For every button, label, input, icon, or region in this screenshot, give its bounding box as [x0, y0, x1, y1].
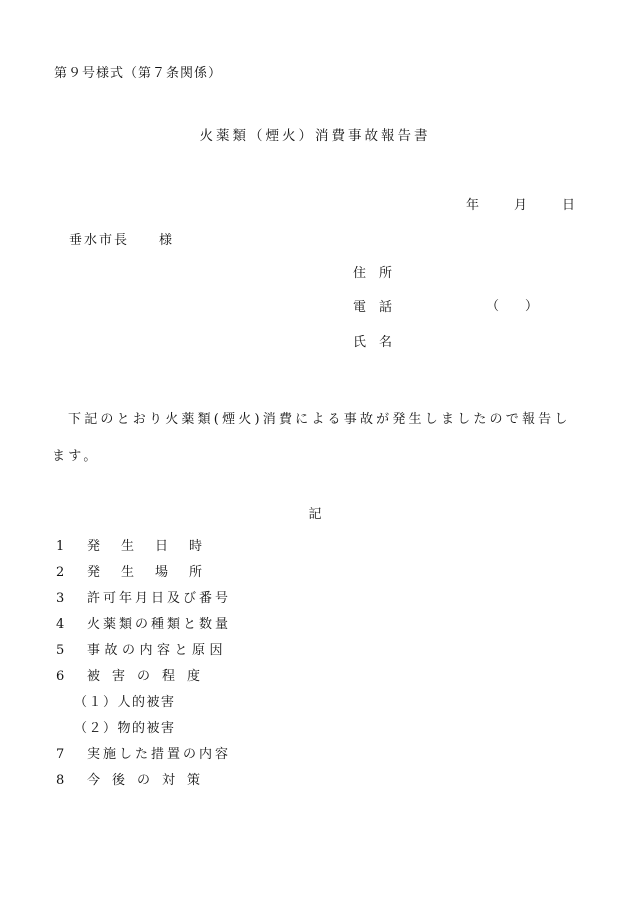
- list-item: [56, 618, 231, 631]
- list-item: [56, 566, 223, 579]
- sub-item: （２）物的被害: [74, 721, 176, 736]
- item-number: 4: [56, 617, 65, 632]
- name-label: 氏名: [353, 335, 406, 350]
- item-number: 1: [56, 539, 65, 554]
- phone-label: 電話: [353, 300, 406, 315]
- phone-parens: （ ）: [486, 299, 539, 314]
- body-text: 下記のとおり火薬類(煙火)消費による事故が発生しましたので報告します。: [52, 412, 571, 464]
- item-number: 6: [56, 669, 65, 684]
- item-number: 7: [56, 747, 65, 762]
- item-text: 事故の内容と原因: [87, 643, 228, 658]
- month-label: 月: [514, 198, 528, 213]
- list-item: [56, 540, 223, 553]
- form-number: 第９号様式（第７条関係）: [54, 66, 223, 81]
- item-text: 発生場所: [87, 565, 224, 580]
- item-text: 発生日時: [87, 539, 224, 554]
- item-number: 8: [56, 773, 65, 788]
- sender-phone: [353, 300, 406, 315]
- year-label: 年: [466, 198, 480, 213]
- date-line: [466, 199, 575, 212]
- item-text: 実施した措置の内容: [87, 747, 232, 762]
- list-item: [56, 670, 212, 683]
- addressee: 垂水市長 様: [69, 233, 175, 248]
- list-item: [56, 774, 212, 787]
- item-text: 被害の程度: [87, 669, 213, 684]
- sender-address: [353, 266, 406, 281]
- item-number: 2: [56, 565, 65, 580]
- item-text: 許可年月日及び番号: [87, 591, 232, 606]
- address-label: 住所: [353, 266, 406, 281]
- item-text: 今後の対策: [87, 773, 213, 788]
- item-text: 火薬類の種類と数量: [87, 617, 232, 632]
- sender-name: [353, 335, 406, 350]
- list-item: [56, 592, 231, 605]
- sub-item: （１）人的被害: [74, 695, 176, 710]
- ki-heading: 記: [308, 507, 322, 522]
- day-label: 日: [562, 198, 576, 213]
- document-title: 火薬類（煙火）消費事故報告書: [199, 128, 431, 144]
- item-number: 3: [56, 591, 65, 606]
- list-item: [56, 748, 231, 761]
- list-item: [56, 644, 227, 657]
- item-number: 5: [56, 643, 65, 658]
